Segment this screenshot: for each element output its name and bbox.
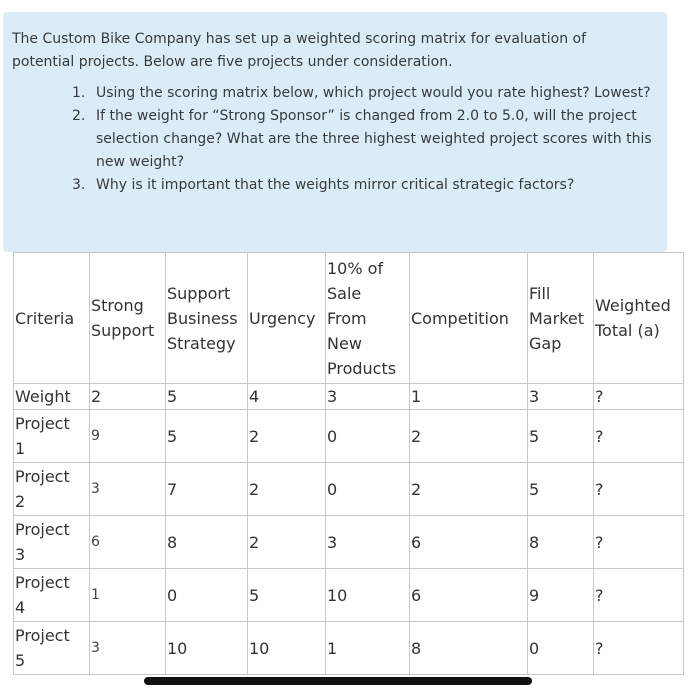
project-label: Project 4 (14, 569, 90, 622)
project-label: Project 1 (14, 410, 90, 463)
weight-cell: 2 (90, 384, 166, 410)
question-item (72, 82, 652, 105)
project-label: Project 5 (14, 622, 90, 675)
score-cell: 8 (528, 516, 594, 569)
question-list (72, 82, 652, 197)
score-cell: 2 (248, 410, 326, 463)
score-cell: 0 (326, 463, 410, 516)
score-cell: 1 (326, 622, 410, 675)
score-cell: 9 (90, 410, 166, 463)
header-competition: Competition (410, 253, 528, 384)
header-criteria: Criteria (14, 253, 90, 384)
score-cell: 2 (410, 463, 528, 516)
intro-text: The Custom Bike Company has set up a weighted scoring matrix for evaluation of potential projects. Below are five projects under consideration. (12, 31, 587, 70)
score-cell: 1 (90, 569, 166, 622)
question-text: If the weight for “Strong Sponsor” is changed from 2.0 to 5.0, will the project selection change? What are the three highest weighted project scores with this new weight? (96, 108, 652, 170)
score-cell: 5 (248, 569, 326, 622)
weighted-total-cell: ? (594, 569, 684, 622)
header-fill-market-gap: Fill Market Gap (528, 253, 594, 384)
score-cell: 8 (410, 622, 528, 675)
weighted-total-cell: ? (594, 463, 684, 516)
weight-cell: 3 (528, 384, 594, 410)
score-cell: 2 (248, 463, 326, 516)
header-weighted-total: Weighted Total (a) (594, 253, 684, 384)
score-cell: 2 (410, 410, 528, 463)
header-new-products-sale: 10% of Sale From New Products (326, 253, 410, 384)
score-cell: 7 (166, 463, 248, 516)
header-urgency: Urgency (248, 253, 326, 384)
score-cell: 5 (528, 463, 594, 516)
score-cell: 3 (90, 622, 166, 675)
question-text: Why is it important that the weights mirror critical strategic factors? (96, 177, 575, 193)
weight-cell: 3 (326, 384, 410, 410)
question-item (72, 174, 652, 197)
score-cell: 0 (528, 622, 594, 675)
project-label: Project 2 (14, 463, 90, 516)
weight-cell: 4 (248, 384, 326, 410)
horizontal-scrollbar[interactable] (144, 677, 532, 685)
score-cell: 10 (166, 622, 248, 675)
score-cell: 0 (166, 569, 248, 622)
score-cell: 3 (326, 516, 410, 569)
weighted-total-cell: ? (594, 516, 684, 569)
question-number: 3. (72, 177, 86, 193)
header-row (14, 253, 684, 384)
question-item (72, 105, 652, 174)
scoring-matrix-table (13, 252, 684, 675)
score-cell: 5 (528, 410, 594, 463)
project-row (14, 410, 684, 463)
project-row (14, 463, 684, 516)
question-number: 1. (72, 85, 86, 101)
score-cell: 10 (248, 622, 326, 675)
score-cell: 10 (326, 569, 410, 622)
weight-cell: ? (594, 384, 684, 410)
header-support-business-strategy: Support Business Strategy (166, 253, 248, 384)
question-text: Using the scoring matrix below, which project would you rate highest? Lowest? (96, 85, 651, 101)
weight-cell: 5 (166, 384, 248, 410)
question-number: 2. (72, 108, 86, 124)
score-cell: 2 (248, 516, 326, 569)
project-label: Project 3 (14, 516, 90, 569)
score-cell: 8 (166, 516, 248, 569)
score-cell: 6 (410, 516, 528, 569)
score-cell: 6 (410, 569, 528, 622)
score-cell: 9 (528, 569, 594, 622)
project-row (14, 622, 684, 675)
table-scroll-area[interactable] (0, 252, 690, 700)
score-cell: 3 (90, 463, 166, 516)
project-row (14, 569, 684, 622)
project-row (14, 516, 684, 569)
score-cell: 5 (166, 410, 248, 463)
score-cell: 0 (326, 410, 410, 463)
header-strong-support: Strong Support (90, 253, 166, 384)
score-cell: 6 (90, 516, 166, 569)
weight-cell: 1 (410, 384, 528, 410)
weight-label: Weight (14, 384, 90, 410)
weighted-total-cell: ? (594, 622, 684, 675)
weighted-total-cell: ? (594, 410, 684, 463)
weight-row (14, 384, 684, 410)
